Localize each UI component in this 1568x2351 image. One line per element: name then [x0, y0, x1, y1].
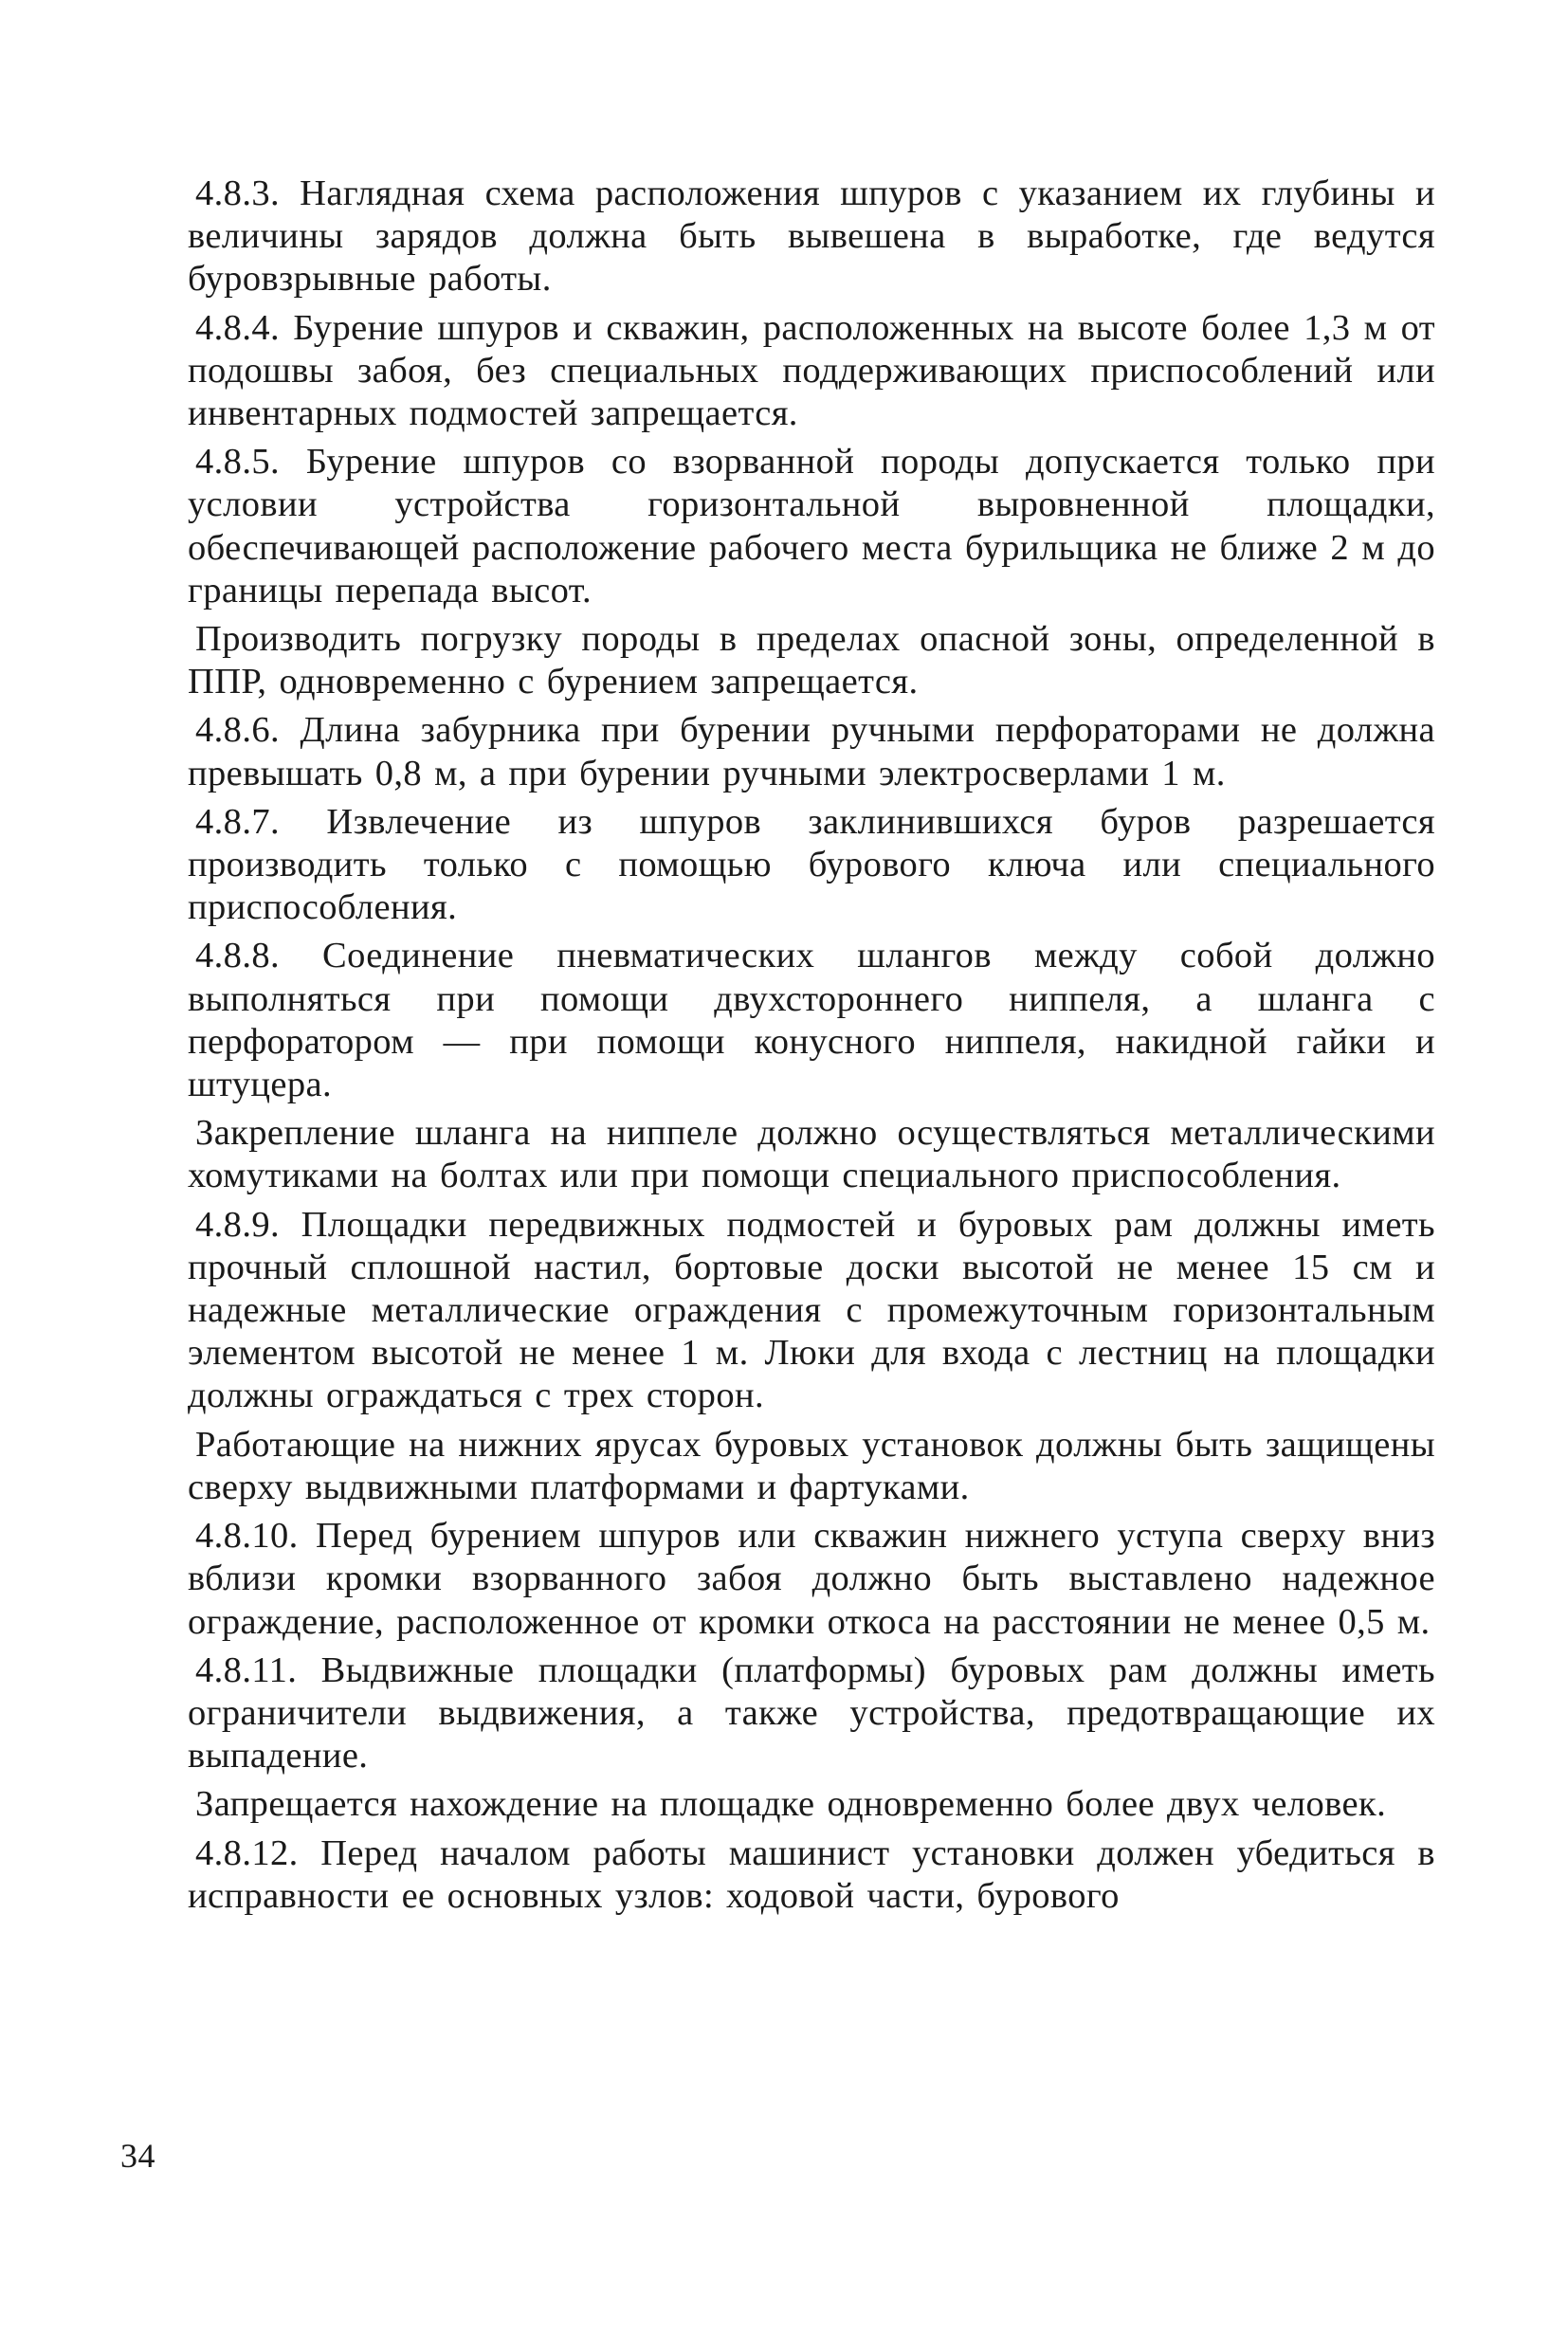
paragraph-4-8-4: 4.8.4. Бурение шпуров и скважин, расположенных на высоте более 1,3 м от подошвы забоя, без специальных поддерживающих приспособлений или инвентарных подмостей запрещается.: [188, 307, 1435, 434]
body-text: [188, 173, 1435, 1923]
paragraph-4-8-10: 4.8.10. Перед бурением шпуров или скважин нижнего уступа сверху вниз вблизи кромки взорванного забоя должно быть выставлено надежное ограждение, расположенное от кромки откоса на расстоянии не менее 0,5 м.: [188, 1516, 1435, 1642]
paragraph-hose-fastening: Закрепление шланга на ниппеле должно осуществляться металлическими хомутиками на болтах или при помощи специального приспособления.: [188, 1113, 1435, 1196]
paragraph-4-8-6: 4.8.6. Длина забурника при бурении ручными перфораторами не должна превышать 0,8 м, а при бурении ручными электросверлами 1 м.: [188, 710, 1435, 793]
paragraph-4-8-8: 4.8.8. Соединение пневматических шлангов между собой должно выполняться при помощи двухстороннего ниппеля, а шланга с перфоратором — при помощи конусного ниппеля, накидной гайки и штуцера.: [188, 936, 1435, 1105]
paragraph-4-8-9: 4.8.9. Площадки передвижных подмостей и буровых рам должны иметь прочный сплошной настил, бортовые доски высотой не менее 15 см и надежные металлические ограждения с промежуточным горизонтальным элементом высотой не менее 1 м. Люки для входа с лестниц на площадки должны ограждаться с трех сторон.: [188, 1204, 1435, 1416]
paragraph-loading-rule: Производить погрузку породы в пределах опасной зоны, определенной в ППР, одновременно с бурением запрещается.: [188, 619, 1435, 702]
paragraph-4-8-3: 4.8.3. Наглядная схема расположения шпуров с указанием их глубины и величины зарядов должна быть вывешена в выработке, где ведутся буровзрывные работы.: [188, 173, 1435, 300]
paragraph-lower-tiers: Работающие на нижних ярусах буровых установок должны быть защищены сверху выдвижными платформами и фартуками.: [188, 1424, 1435, 1507]
paragraph-4-8-12: 4.8.12. Перед началом работы машинист установки должен убедиться в исправности ее основных узлов: ходовой части, бурового: [188, 1832, 1435, 1916]
paragraph-4-8-5: 4.8.5. Бурение шпуров со взорванной породы допускается только при условии устройства горизонтальной выровненной площадки, обеспечивающей расположение рабочего места бурильщика не ближе 2 м до границы перепада высот.: [188, 442, 1435, 611]
paragraph-4-8-7: 4.8.7. Извлечение из шпуров заклинившихся буров разрешается производить только с помощью бурового ключа или специального приспособления.: [188, 801, 1435, 928]
paragraph-platform-limit: Запрещается нахождение на площадке одновременно более двух человек.: [195, 1784, 1387, 1825]
paragraph-4-8-11: 4.8.11. Выдвижные площадки (платформы) буровых рам должны иметь ограничители выдвижения, а также устройства, предотвращающие их выпадение.: [188, 1649, 1435, 1777]
page-number: 34: [120, 2137, 155, 2175]
